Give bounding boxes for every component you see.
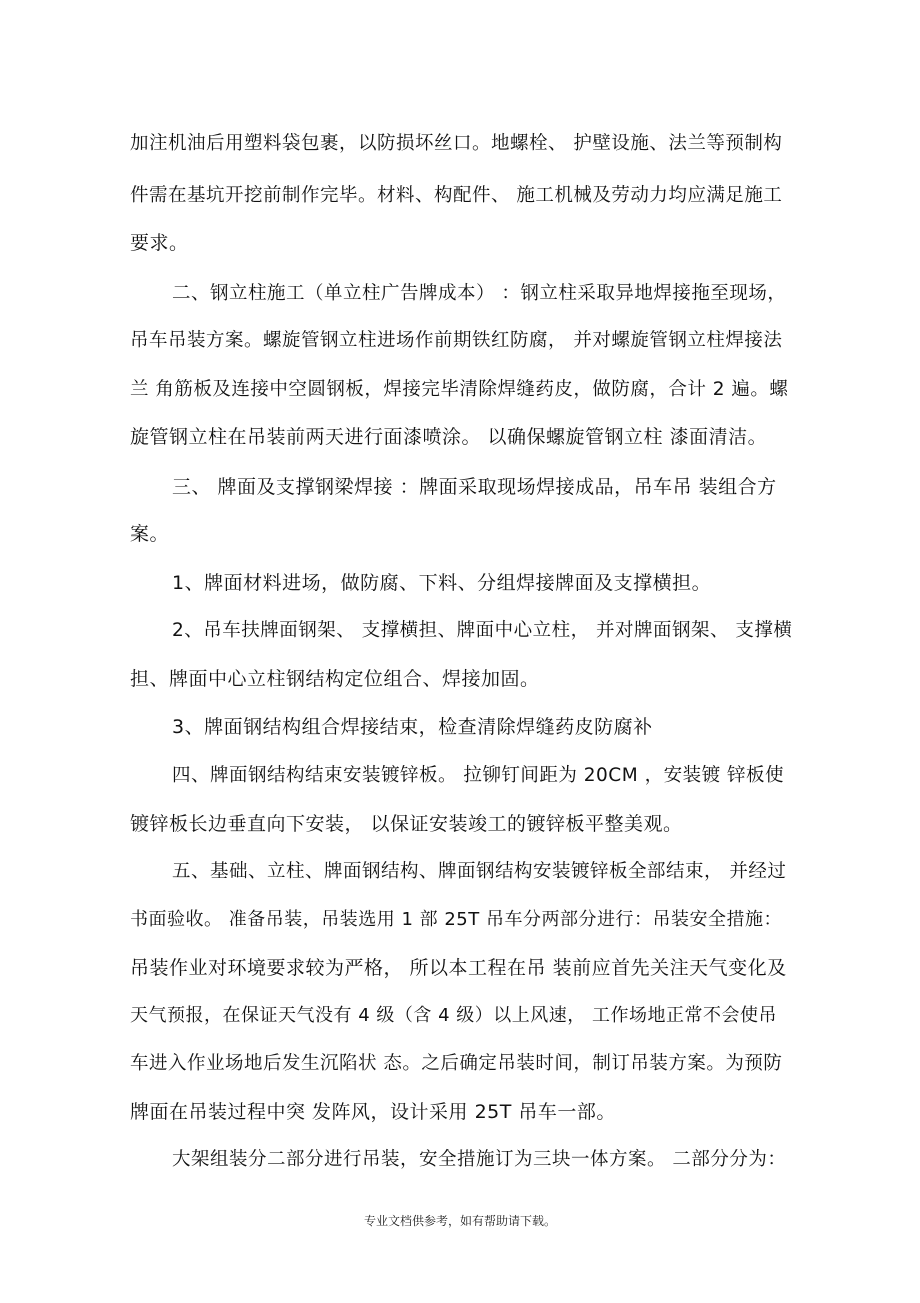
text-line: 3、牌面钢结构组合焊接结束，检查清除焊缝药皮防腐补	[172, 716, 653, 738]
text-line: 牌面在吊装过程中突 发阵风，设计采用 25T 吊车一部。	[130, 1101, 616, 1123]
text-line: 兰 角筋板及连接中空圆钢板，焊接完毕清除焊缝药皮，做防腐，合计 2 遍。螺	[130, 379, 789, 400]
text-line: 要求。	[130, 232, 189, 254]
text-line: 担、牌面中心立柱钢结构定位组合、焊接加固。	[130, 668, 540, 690]
text-line: 四、牌面钢结构结束安装镀锌板。 拉铆钉间距为 20CM ，安装镀 锌板使	[172, 765, 784, 786]
text-line: 旋管钢立柱在吊装前两天进行面漆喷涂。 以确保螺旋管钢立柱 漆面清洁。	[130, 426, 768, 448]
text-line: 三、 牌面及支撑钢梁焊接 ：牌面采取现场焊接成品，吊车吊 装组合方	[172, 476, 777, 498]
text-line: 2、吊车扶牌面钢架、 支撑横担、牌面中心立柱， 并对牌面钢架、 支撑横	[172, 620, 793, 641]
text-line: 吊装作业对环境要求较为严格， 所以本工程在吊 装前应首先关注天气变化及	[130, 957, 787, 979]
page-footer: 专业文档供参考，如有帮助请下载。	[363, 1214, 556, 1228]
text-line: 大架组装分二部分进行吊装，安全措施订为三块一体方案。 二部分分为：	[172, 1149, 787, 1170]
text-line: 1、牌面材料进场，做防腐、下料、分组焊接牌面及支撑横担。	[172, 572, 712, 594]
text-line: 件需在基坑开挖前制作完毕。材料、构配件、 施工机械及劳动力均应满足施工	[130, 185, 783, 206]
text-line: 五、基础、立柱、牌面钢结构、牌面钢结构安装镀锌板全部结束， 并经过	[172, 861, 787, 882]
text-line: 镀锌板长边垂直向下安装， 以保证安装竣工的镀锌板平整美观。	[130, 813, 683, 835]
text-line: 吊车吊装方案。螺旋管钢立柱进场作前期铁红防腐， 并对螺旋管钢立柱焊接法	[130, 330, 783, 351]
text-line: 天气预报，在保证天气没有 4 级（含 4 级）以上风速， 工作场地正常不会使吊	[130, 1005, 778, 1026]
text-line: 案。	[130, 523, 170, 545]
text-line: 加注机油后用塑料袋包裹，以防损坏丝口。地螺栓、 护壁设施、法兰等预制构	[130, 133, 783, 154]
text-line: 二、钢立柱施工（单立柱广告牌成本） ：钢立柱采取异地焊接拖至现场，	[172, 283, 787, 304]
text-line: 车进入作业场地后发生沉陷状 态。之后确定吊装时间，制订吊装方案。为预防	[130, 1053, 783, 1074]
text-line: 书面验收。 准备吊装，吊装选用 1 部 25T 吊车分两部分进行：吊装安全措施：	[130, 909, 782, 930]
